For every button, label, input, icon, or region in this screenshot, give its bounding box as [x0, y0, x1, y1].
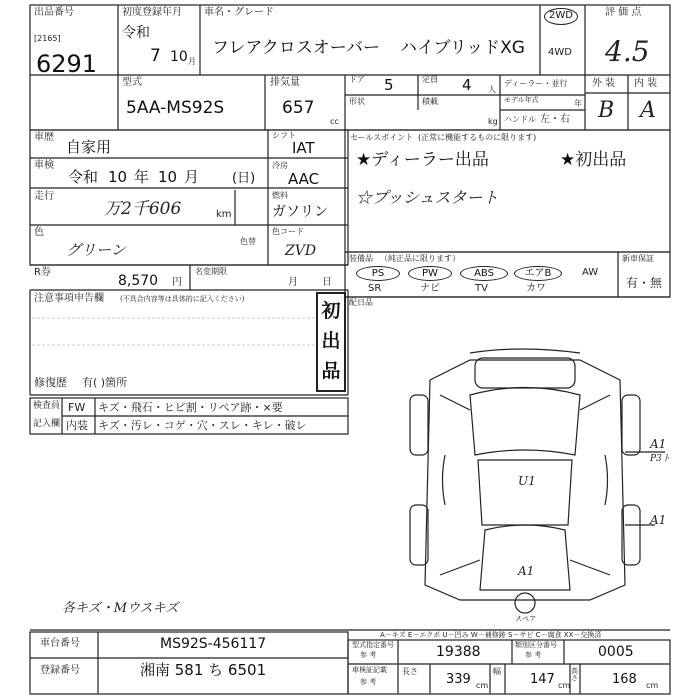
- score-label: 評 価 点: [605, 7, 642, 18]
- stamp-char-3: 品: [321, 360, 341, 382]
- handle-value: 左・右: [540, 114, 570, 125]
- equipment-tv: TV: [475, 283, 488, 294]
- repair-value: 有( )箇所: [82, 376, 128, 389]
- color-code-value: ZVD: [285, 243, 317, 259]
- shape-label: 形状: [349, 97, 365, 106]
- car-name: フレアクロスオーバー: [212, 38, 380, 58]
- equipment-label: 装備品: [349, 254, 373, 263]
- capacity-label: 定員: [422, 75, 438, 84]
- shift-value: IAT: [292, 139, 315, 157]
- sales-point-line2: ★初出品: [560, 150, 627, 170]
- chassis-label: 車台番号: [40, 638, 80, 649]
- color-change-label: 色替: [240, 237, 256, 246]
- lot-label: 出品番号: [34, 7, 74, 18]
- width-value: 147: [530, 672, 555, 687]
- drive-4wd: 4WD: [548, 47, 572, 58]
- notes-label: 注意事項申告欄: [34, 293, 104, 304]
- doors-value: 5: [384, 76, 394, 94]
- plate-value: 湘南 581 ち 6501: [140, 661, 267, 679]
- drive-2wd-badge: 2WD: [544, 8, 578, 25]
- repair-label: 修復歴: [34, 376, 67, 389]
- diagram-roof-mark: U1: [518, 474, 536, 488]
- inspection-year: 10: [108, 168, 128, 186]
- inspection-era: 令和: [68, 168, 99, 186]
- loading-label: 積載: [422, 97, 438, 106]
- type-approval-sub: 参 考: [360, 651, 377, 659]
- equipment-sr: SR: [368, 283, 382, 294]
- first-registration-month: 10: [170, 49, 188, 65]
- car-diagram: [410, 349, 665, 613]
- stamp-char-2: 出: [321, 330, 341, 352]
- width-unit: cm: [558, 681, 571, 690]
- equipment-aw: AW: [582, 267, 599, 278]
- car-name-label: 車名・グレード: [204, 7, 274, 18]
- dimensions-sub: 参 考: [360, 678, 377, 686]
- model-year-label: モデル年式: [504, 96, 539, 104]
- length-unit: cm: [476, 681, 489, 690]
- defects-fw-text: キズ・飛石・ヒビ割・リペア跡・×要: [98, 401, 283, 414]
- defects-interior-text: キズ・汚レ・コゲ・穴・スレ・キレ・破レ: [98, 419, 307, 432]
- first-registration-label: 初度登録年月: [122, 7, 182, 18]
- equipment-navi: ナビ: [420, 283, 440, 294]
- model-year-unit: 年: [574, 99, 582, 108]
- recycle-value: 8,570: [118, 273, 159, 289]
- first-registration-month-unit: 月: [188, 57, 196, 66]
- type-approval-value: 19388: [436, 644, 481, 660]
- mileage-unit: km: [216, 209, 232, 220]
- interior-label: 内 装: [634, 78, 658, 89]
- first-registration-era: 令和: [122, 25, 150, 41]
- sales-point-note: (正常に機能するものに限ります): [418, 133, 537, 142]
- length-label: 長さ: [402, 667, 418, 676]
- meigi-month-unit: 月: [288, 277, 298, 288]
- defects-interior-head: 内装: [66, 419, 88, 432]
- lot-number: 6291: [36, 50, 98, 78]
- spare-label: スペア: [515, 615, 536, 623]
- inspection-year-unit: 年: [134, 168, 150, 186]
- defects-label-bottom: 記入欄: [33, 419, 61, 429]
- dimensions-label: 車検証記載: [352, 666, 387, 674]
- equipment-leather: カワ: [526, 283, 546, 294]
- model-label: 型式: [122, 77, 142, 88]
- meigi-day-unit: 日: [322, 277, 332, 288]
- loading-unit: kg: [488, 117, 498, 126]
- diagram-top-mark: A1: [650, 437, 667, 451]
- history-value: 自家用: [66, 138, 112, 156]
- history-label: 車歴: [34, 132, 54, 143]
- damage-legend: A－キズ E－エクボ U－凹み W－補修跡 S－サビ C－腐食 XX－交換済: [380, 631, 602, 639]
- capacity-value: 4: [462, 76, 472, 94]
- delivery-label: 配日品: [349, 298, 373, 307]
- recycle-label: R券: [34, 267, 51, 278]
- height-label: 高さ: [571, 667, 578, 682]
- car-grade: ハイブリッドXG: [400, 38, 525, 58]
- equipment-ps: PS: [356, 266, 400, 281]
- inspection-month-unit: 月: [184, 168, 200, 186]
- written-note: 各キズ・Mウスキズ: [62, 601, 179, 616]
- type-approval-label: 型式指定番号: [352, 641, 394, 649]
- equipment-abs: ABS: [460, 266, 508, 281]
- category-number-value: 0005: [598, 644, 634, 660]
- sales-point-label: セールスポイント: [350, 133, 414, 142]
- color-value: グリーン: [66, 241, 126, 259]
- diagram-mid-mark: A1: [650, 513, 667, 527]
- model-value: 5AA-MS92S: [126, 98, 225, 118]
- height-value: 168: [612, 672, 637, 687]
- sales-point-line3: ☆プッシュスタート: [356, 188, 499, 207]
- exterior-label: 外 装: [592, 78, 616, 89]
- displacement-value: 657: [282, 98, 315, 118]
- first-registration-year: 7: [150, 46, 161, 66]
- equipment-note: （純正品に限ります）: [380, 254, 460, 263]
- equipment-airbag: エアB: [514, 266, 562, 281]
- inspection-label: 車検: [34, 160, 54, 171]
- fuel-value: ガソリン: [272, 204, 328, 220]
- doors-label: ドア: [349, 75, 365, 84]
- sales-point-line1: ★ディーラー出品: [356, 150, 489, 170]
- stamp-char-1: 初: [321, 300, 341, 322]
- dealer-label: ディーラー・並行: [504, 79, 568, 88]
- manual-value: 有・無: [626, 276, 663, 290]
- meigi-label: 名変期限: [195, 267, 227, 276]
- defects-label-top: 検査員: [33, 401, 61, 411]
- equipment-pw: PW: [408, 266, 452, 281]
- interior-value: A: [640, 98, 656, 123]
- capacity-unit: 人: [488, 85, 496, 94]
- fuel-label: 燃料: [272, 191, 288, 200]
- manual-label: 新車保証: [622, 254, 654, 263]
- diagram-top-mark-sub: P3ト: [650, 454, 671, 464]
- recycle-unit: 円: [172, 277, 182, 288]
- defects-fw-head: FW: [68, 401, 86, 414]
- first-listing-stamp: [316, 292, 346, 392]
- displacement-unit: cc: [330, 117, 339, 126]
- color-label: 色: [34, 227, 44, 238]
- exterior-value: B: [598, 98, 615, 123]
- plate-label: 登録番号: [40, 665, 80, 676]
- inspection-month: 10: [158, 168, 178, 186]
- mileage-label: 走行: [34, 191, 54, 202]
- color-code-label: 色コード: [272, 227, 304, 236]
- width-label: 幅: [493, 667, 501, 676]
- diagram-rear-mark: A1: [518, 564, 535, 578]
- aircon-label: 冷房: [272, 161, 288, 170]
- shift-label: シフト: [272, 131, 296, 140]
- length-value: 339: [446, 672, 471, 687]
- score-value: 4.5: [605, 35, 650, 68]
- category-number-sub: 参 考: [525, 651, 542, 659]
- displacement-label: 排気量: [270, 77, 300, 88]
- category-number-label: 類別区分番号: [515, 641, 557, 649]
- inspection-weekday: (日): [232, 171, 256, 186]
- height-unit: cm: [646, 681, 659, 690]
- notes-sub: (不具合内容等は具体的に記入ください): [120, 295, 245, 303]
- chassis-value: MS92S-456117: [160, 636, 267, 652]
- aircon-value: AAC: [288, 170, 320, 188]
- mileage-value: 万2千606: [104, 199, 182, 219]
- lot-code: [2165]: [34, 34, 61, 43]
- handle-label: ハンドル: [504, 115, 536, 124]
